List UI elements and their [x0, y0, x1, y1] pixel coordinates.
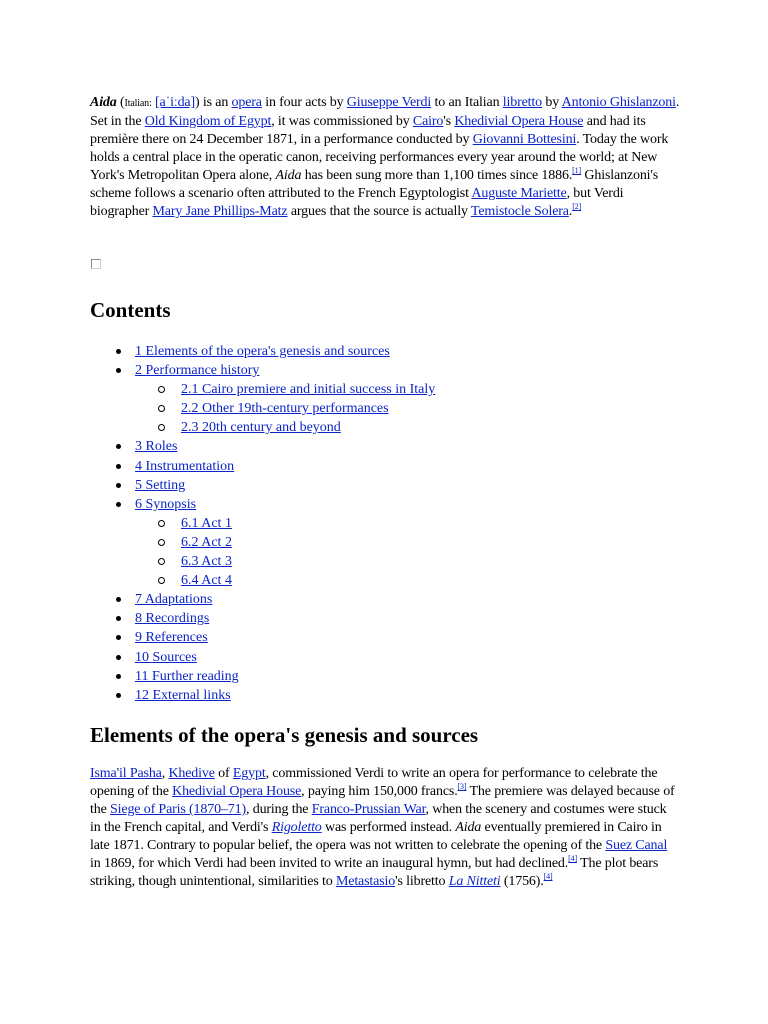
siege-of-paris-link[interactable]: Siege of Paris (1870–71) — [110, 802, 247, 817]
aida-italic: Aida — [275, 168, 302, 183]
table-of-contents — [90, 342, 435, 705]
intro-text: 's — [443, 114, 455, 129]
toc-subitem — [90, 399, 435, 418]
metastasio-link[interactable]: Metastasio — [335, 874, 396, 889]
toc-subitem — [90, 418, 435, 437]
genesis-text: , paying him 150,000 francs. — [301, 784, 458, 799]
toc-link-19th-century[interactable]: 2.2 Other 19th-century performances — [181, 401, 389, 417]
intro-text: Ghislanzoni's scheme follows a scenario often attributed to the French Egyptologist — [90, 168, 659, 201]
genesis-text: of — [214, 766, 233, 781]
khedivial-opera-house-link[interactable]: Khedivial Opera House — [454, 114, 584, 129]
contents-heading: Contents — [90, 298, 171, 322]
intro-text: . — [568, 204, 573, 219]
toc-link-act-3[interactable]: 6.3 Act 3 — [181, 554, 232, 570]
toc-item — [90, 667, 435, 686]
la-nitteti-link[interactable] — [449, 874, 501, 889]
genesis-text: The plot bears striking, though unintentional, similarities to — [90, 856, 659, 889]
toc-link-act-4[interactable]: 6.4 Act 4 — [181, 573, 232, 589]
toc-item — [90, 628, 435, 647]
toc-link-setting[interactable]: 5 Setting — [135, 477, 186, 493]
giuseppe-verdi-link[interactable]: Giuseppe Verdi — [346, 95, 432, 110]
genesis-text: The premiere was delayed because of the — [90, 784, 675, 817]
intro-text: has been sung more than 1,100 times since 1886. — [301, 168, 573, 183]
rigoletto-link[interactable] — [272, 820, 322, 835]
toc-subitem — [90, 571, 435, 590]
aida-title: Aida — [90, 95, 117, 110]
intro-text: ) is an — [195, 95, 232, 110]
toc-subitem — [90, 514, 435, 533]
aida-italic: Aida — [455, 820, 482, 835]
toc-item — [90, 648, 435, 667]
genesis-section-heading: Elements of the opera's genesis and sources — [90, 723, 479, 747]
reference-4-link[interactable]: [4] — [568, 854, 578, 863]
toc-link-roles[interactable]: 3 Roles — [135, 439, 178, 455]
egypt-link[interactable]: Egypt — [232, 766, 266, 781]
intro-text: argues that the source is actually — [287, 204, 471, 219]
franco-prussian-war-link[interactable]: Franco-Prussian War — [311, 802, 426, 817]
genesis-text: in 1869, for which Verdi had been invited to write an inaugural hymn, but had declined. — [90, 856, 569, 871]
toc-subitem — [90, 533, 435, 552]
rigoletto-title: Rigoletto — [271, 820, 322, 835]
intro-text: by — [542, 95, 562, 110]
reference-1-link[interactable]: [1] — [572, 166, 582, 175]
toc-item — [90, 476, 435, 495]
toc-item — [90, 609, 435, 628]
toc-link-adaptations[interactable]: 7 Adaptations — [135, 592, 213, 608]
language-label: Italian: — [124, 98, 152, 109]
toc-item — [90, 686, 435, 705]
phillips-matz-link[interactable]: Mary Jane Phillips-Matz — [152, 204, 288, 219]
intro-text: to an Italian — [431, 95, 503, 110]
genesis-text: (1756). — [500, 874, 544, 889]
intro-text: , it was commissioned by — [271, 114, 413, 129]
toc-link-act-1[interactable]: 6.1 Act 1 — [181, 515, 232, 531]
intro-paragraph: Aida (Italian: [aˈiːda]) is an opera in four acts by Giuseppe Verdi to an Italian libretto by Antonio Ghislanzoni. Set in the Old Kingdom of Egypt, it was commissioned by Cairo's Khedivial Opera House and had its première there on 24 December 1871, in a performance conducted by Giovanni Bottesini. Today the work holds a central place in the operatic canon, receiving performances every year around the world; at New York's Metropolitan Opera alone, Aida has been sung more than 1,100 times since 1886.[1] Ghislanzoni's scheme follows a scenario often attributed to the French Egyptologist Auguste Mariette, but Verdi biographer Mary Jane Phillips-Matz argues that the source is actually Temistocle Solera.[2] — [90, 95, 680, 219]
khedivial-opera-house-link-2[interactable]: Khedivial Opera House — [172, 784, 302, 799]
genesis-text: , during the — [246, 802, 312, 817]
khedive-link[interactable]: Khedive — [168, 766, 215, 781]
toc-item — [90, 495, 435, 514]
toc-link-instrumentation[interactable]: 4 Instrumentation — [135, 458, 235, 474]
toc-link-recordings[interactable]: 8 Recordings — [135, 611, 210, 627]
intro-text: . Today the work holds a central place in the operatic canon, receiving performances every year around the world; at New York's Metropolitan Opera alone, — [90, 132, 669, 183]
genesis-paragraph — [90, 765, 680, 891]
genesis-text: , commissioned Verdi to write an opera for performance to celebrate the opening of the — [90, 766, 658, 799]
reference-4b-link[interactable]: [4] — [543, 872, 553, 881]
auguste-mariette-link[interactable]: Auguste Mariette — [471, 186, 567, 201]
toc-link-further-reading[interactable]: 11 Further reading — [135, 668, 239, 684]
toc-link-cairo-premiere[interactable]: 2.1 Cairo premiere and initial success in Italy — [181, 382, 436, 398]
broken-image-icon — [91, 259, 101, 269]
libretto-link[interactable]: libretto — [502, 95, 543, 110]
old-kingdom-link[interactable]: Old Kingdom of Egypt — [144, 114, 272, 129]
toc-item — [90, 457, 435, 476]
intro-text: , but Verdi biographer — [90, 186, 624, 219]
antonio-ghislanzoni-link[interactable]: Antonio Ghislanzoni — [561, 95, 676, 110]
toc-item — [90, 361, 435, 380]
la-nitteti-title: La Nitteti — [448, 874, 501, 889]
toc-subitem — [90, 552, 435, 571]
suez-canal-link[interactable]: Suez Canal — [605, 838, 668, 853]
giovanni-bottesini-link[interactable]: Giovanni Bottesini — [472, 132, 577, 147]
toc-link-references[interactable]: 9 References — [135, 630, 208, 646]
toc-item — [90, 590, 435, 609]
ismail-pasha-link[interactable]: Isma'il Pasha — [90, 766, 162, 781]
toc-link-synopsis[interactable]: 6 Synopsis — [135, 496, 197, 512]
intro-text: . Set in the — [90, 95, 680, 129]
toc-link-20th-century[interactable]: 2.3 20th century and beyond — [181, 420, 341, 436]
genesis-text: was performed instead. — [321, 820, 456, 835]
toc-item — [90, 437, 435, 456]
toc-link-performance-history[interactable]: 2 Performance history — [135, 363, 260, 379]
toc-link-act-2[interactable]: 6.2 Act 2 — [181, 534, 232, 550]
intro-text: and had its première there on 24 December 1871, in a performance conducted by — [90, 114, 646, 147]
ipa-link[interactable]: [aˈiːda] — [155, 95, 195, 110]
toc-link-sources[interactable]: 10 Sources — [135, 649, 197, 665]
genesis-text: eventually premiered in Cairo in late 1871. Contrary to popular belief, the opera was not written to celebrate the opening of the — [90, 820, 662, 853]
toc-link-genesis[interactable]: 1 Elements of the opera's genesis and sources — [135, 344, 390, 359]
reference-2-link[interactable]: [2] — [572, 202, 582, 211]
genesis-text: 's libretto — [395, 874, 449, 889]
genesis-text: , — [161, 766, 169, 781]
toc-item — [90, 342, 435, 361]
reference-3-link[interactable]: [3] — [457, 782, 467, 791]
toc-subitem — [90, 380, 435, 399]
opera-link[interactable]: opera — [231, 95, 262, 110]
genesis-text: , when the scenery and costumes were stuck in the French capital, and Verdi's — [90, 802, 667, 835]
intro-text: in four acts by — [261, 95, 347, 110]
toc-link-external-links[interactable]: 12 External links — [135, 687, 231, 703]
cairo-link[interactable]: Cairo — [412, 114, 444, 129]
temistocle-solera-link[interactable]: Temistocle Solera — [470, 204, 569, 219]
